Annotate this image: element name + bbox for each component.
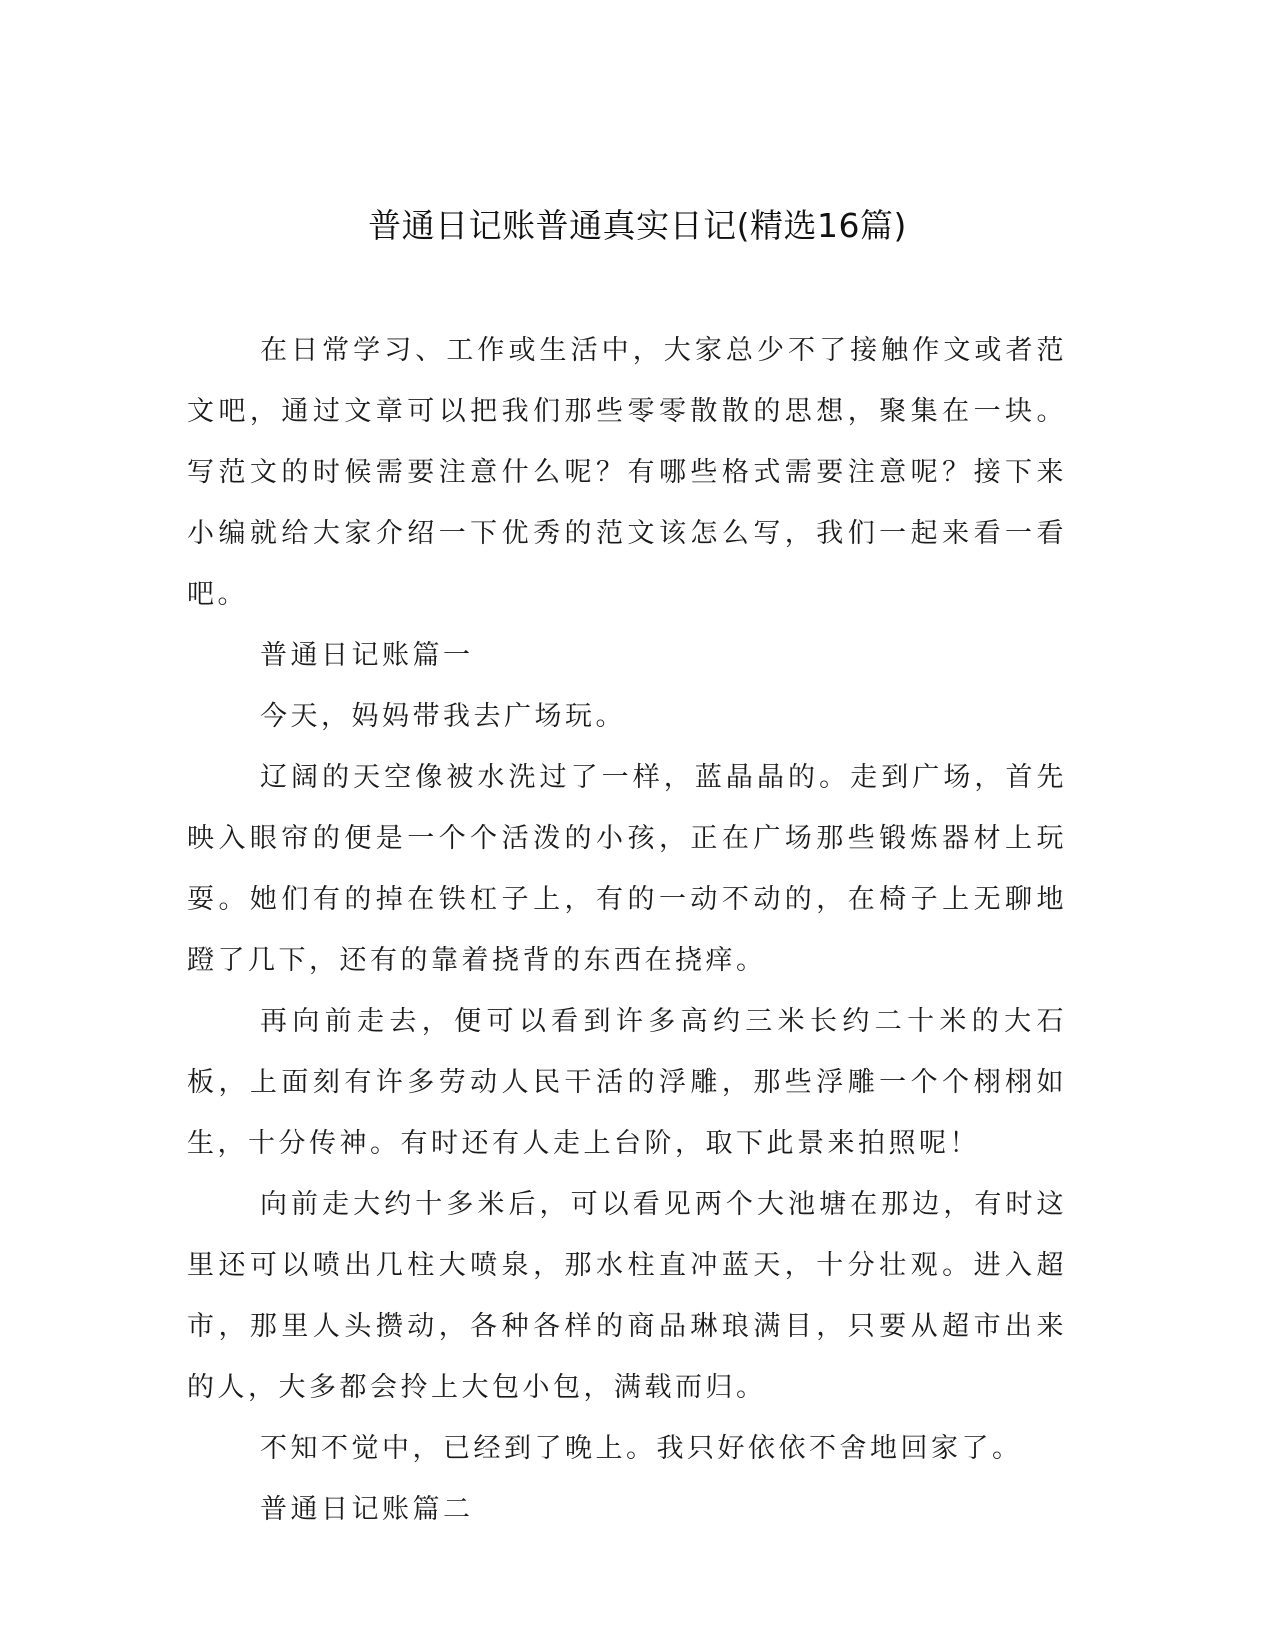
body-paragraph: 再向前走去，便可以看到许多高约三米长约二十米的大石板，上面刻有许多劳动人民干活的浮雕，那些浮雕一个个栩栩如生，十分传神。有时还有人走上台阶，取下此景来拍照呢！: [187, 1006, 1067, 1159]
body-paragraph: 不知不觉中，已经到了晚上。我只好依依不舍地回家了。: [260, 1433, 1023, 1464]
body-paragraph: 向前走大约十多米后，可以看见两个大池塘在那边，有时这里还可以喷出几柱大喷泉，那水柱直冲蓝天，十分壮观。进入超市，那里人头攒动，各种各样的商品琳琅满目，只要从超市出来的人，大多都会拎上大包小包，满载而归。: [187, 1189, 1067, 1403]
body-paragraph: 今天，妈妈带我去广场玩。: [260, 701, 626, 732]
intro-paragraph: 在日常学习、工作或生活中，大家总少不了接触作文或者范文吧，通过文章可以把我们那些零零散散的思想，聚集在一块。写范文的时候需要注意什么呢？有哪些格式需要注意呢？接下来小编就给大家介绍一下优秀的范文该怎么写，我们一起来看一看吧。: [187, 335, 1067, 610]
document-body: [187, 320, 1067, 1540]
section-heading-1: 普通日记账篇一: [260, 640, 474, 671]
body-paragraph: 辽阔的天空像被水洗过了一样，蓝晶晶的。走到广场，首先映入眼帘的便是一个个活泼的小孩，正在广场那些锻炼器材上玩耍。她们有的掉在铁杠子上，有的一动不动的，在椅子上无聊地蹬了几下，还有的靠着挠背的东西在挠痒。: [187, 762, 1067, 976]
document-title: 普通日记账普通真实日记(精选16篇): [368, 206, 907, 245]
section-heading-2: 普通日记账篇二: [260, 1494, 474, 1525]
